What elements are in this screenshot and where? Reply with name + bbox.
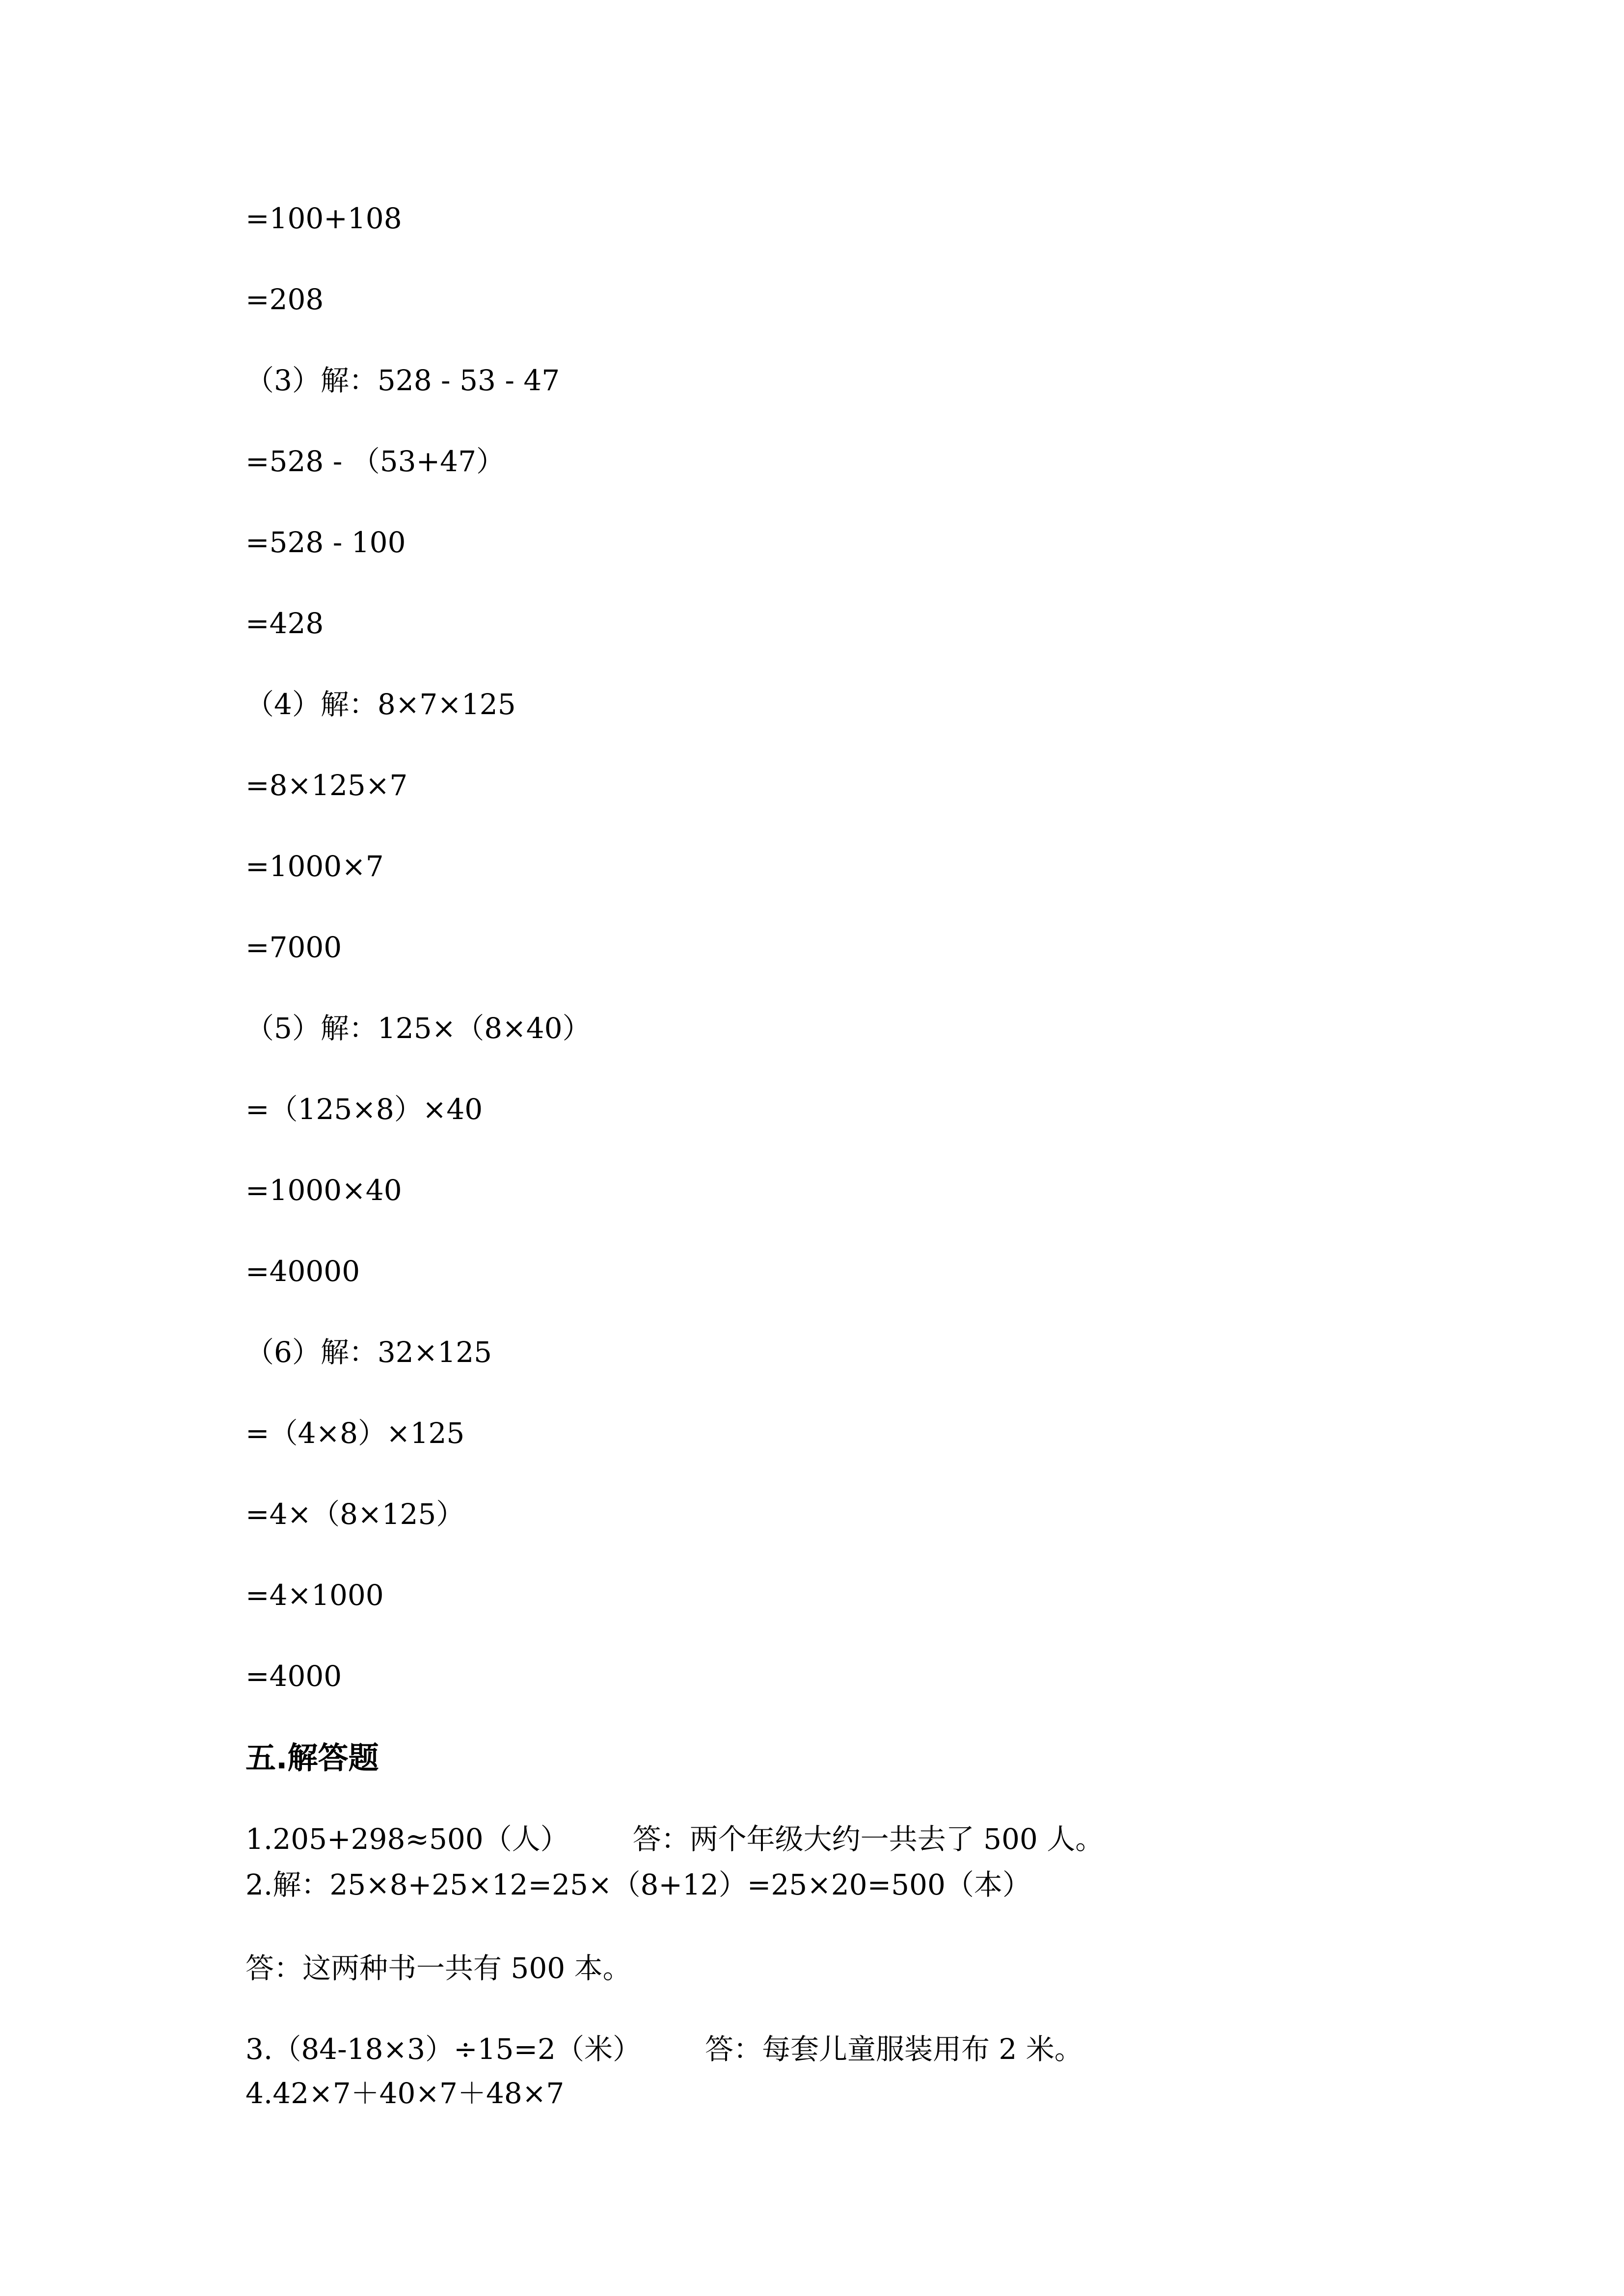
calc-line: =208 (245, 283, 324, 316)
calc-line: （5）解：125×（8×40） (245, 1012, 591, 1045)
calc-line: =（125×8）×40 (245, 1093, 483, 1126)
calc-line: =4×（8×125） (245, 1497, 465, 1531)
calc-line: （6）解：32×125 (245, 1335, 492, 1369)
calc-line: =4×1000 (245, 1578, 384, 1612)
calc-line: =100+108 (245, 202, 402, 235)
calc-line: =4000 (245, 1659, 342, 1693)
answer-line-2: 2.解：25×8+25×12=25×（8+12）=25×20=500（本） (245, 1868, 1031, 1901)
calc-line: =40000 (245, 1255, 360, 1288)
question-1-answer: 答：两个年级大约一共去了 500 人。 (632, 1822, 1104, 1856)
question-3-expression: 3.（84-18×3）÷15=2（米） (245, 2032, 641, 2066)
answer-line-3 (245, 2032, 1083, 2066)
calc-line: =1000×40 (245, 1174, 402, 1207)
calc-line: =428 (245, 607, 324, 640)
answer-line-1 (245, 1822, 1104, 1856)
question-1-expression: 1.205+298≈500（人） (245, 1822, 569, 1856)
calc-line: =1000×7 (245, 850, 384, 883)
calc-line: =（4×8）×125 (245, 1416, 465, 1450)
calc-line: =528 - （53+47） (245, 445, 505, 478)
calc-line: =528 - 100 (245, 526, 406, 559)
question-3-answer: 答：每套儿童服装用布 2 米。 (704, 2032, 1083, 2066)
calc-line: =7000 (245, 931, 342, 964)
answer-line-4: 4.42×7＋40×7＋48×7 (245, 2077, 565, 2110)
calc-line: （3）解：528 - 53 - 47 (245, 364, 560, 397)
calc-line: =8×125×7 (245, 769, 408, 802)
section-title: 五.解答题 (245, 1740, 379, 1776)
calc-line: （4）解：8×7×125 (245, 688, 516, 721)
answer-line-2-answer: 答：这两种书一共有 500 本。 (245, 1951, 631, 1985)
